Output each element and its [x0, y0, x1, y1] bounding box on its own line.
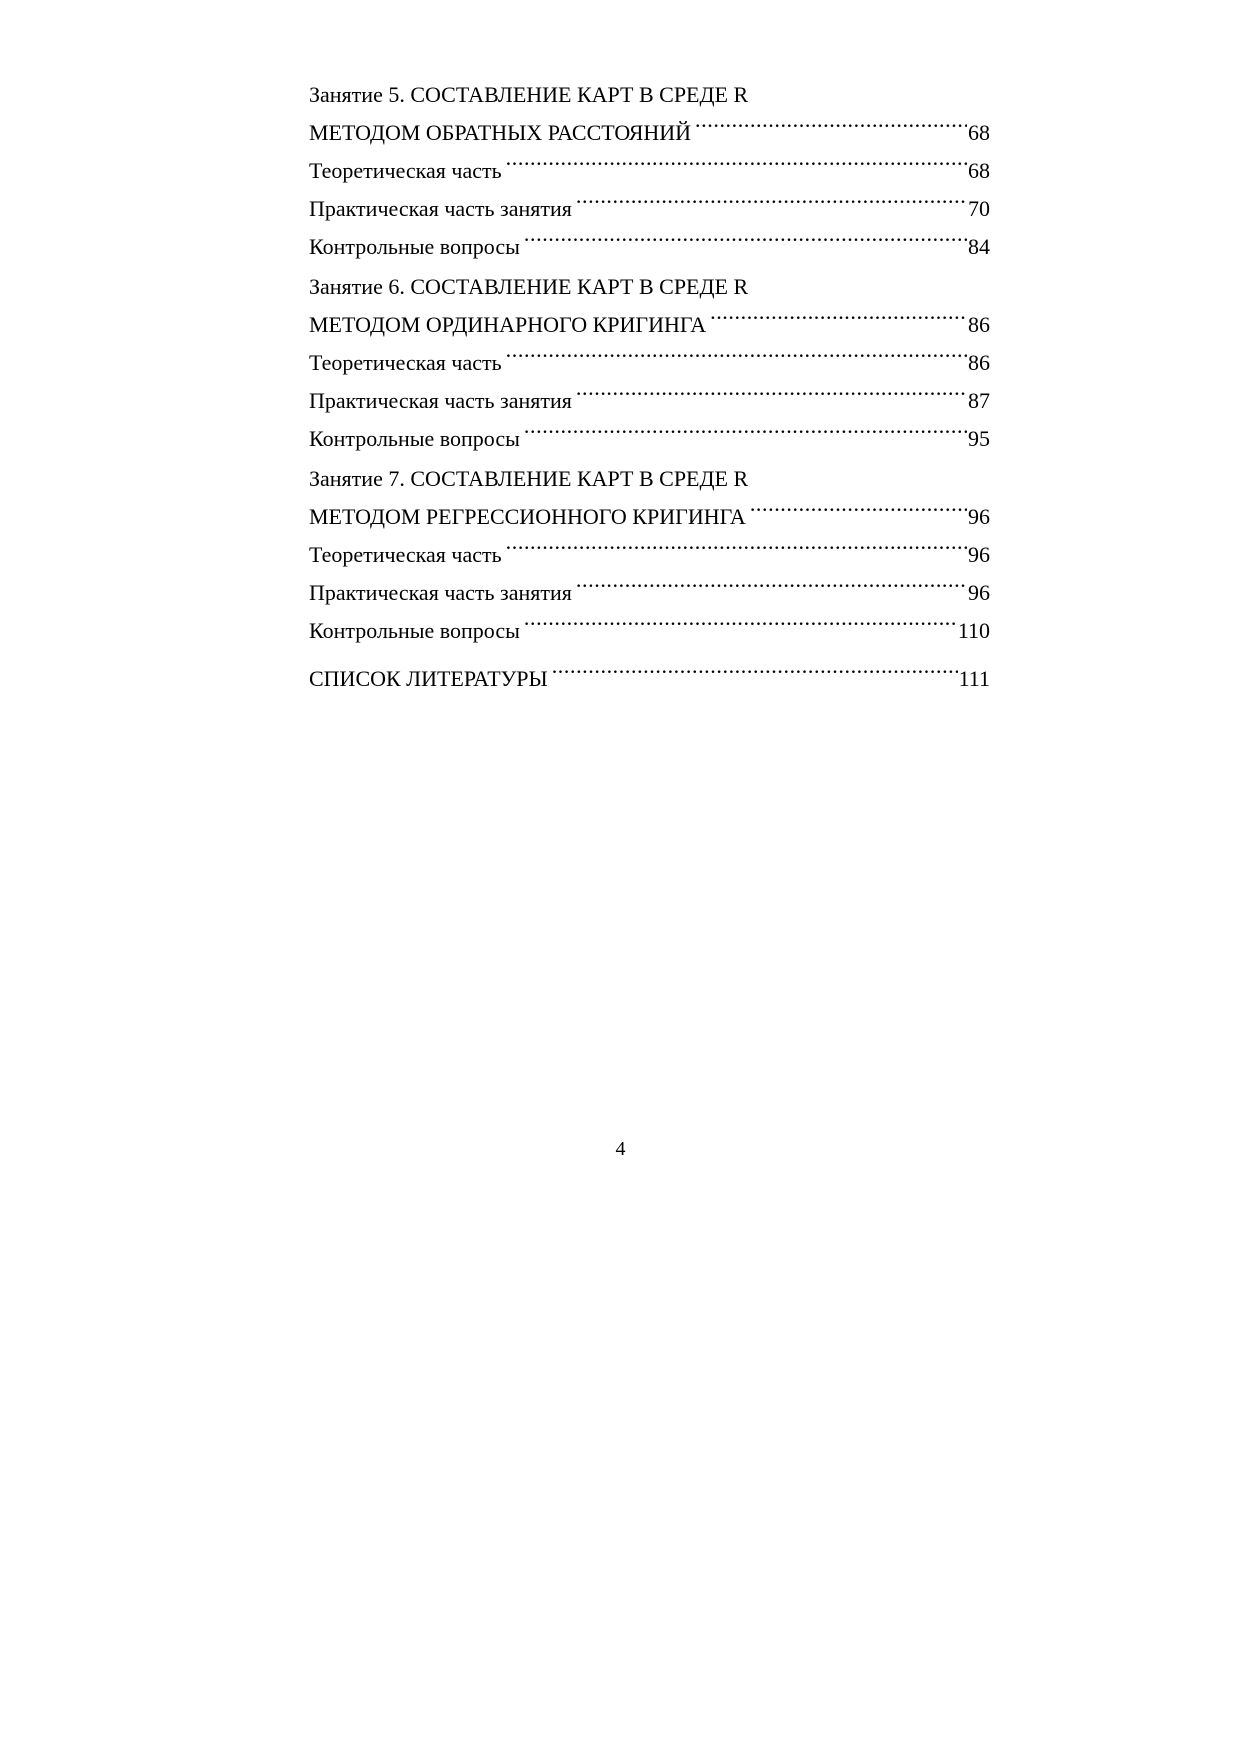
toc-page-number: 70 [968, 196, 990, 221]
dot-leader [576, 570, 967, 600]
page-footer-number: 4 [615, 1138, 626, 1160]
toc-heading-line: Занятие 5. СОСТАВЛЕНИЕ КАРТ В СРЕДЕ R [309, 82, 749, 107]
dot-leader [506, 148, 967, 178]
toc-page-number: 95 [968, 426, 990, 451]
dot-leader [506, 340, 967, 370]
dot-leader [506, 532, 967, 562]
toc-section-lesson-5 [309, 80, 990, 259]
dot-leader [524, 608, 957, 638]
toc-section-lesson-7 [309, 464, 990, 643]
toc-entry-label: МЕТОДОМ ОБРАТНЫХ РАССТОЯНИЙ [309, 120, 692, 145]
toc-entry[interactable] [309, 340, 990, 375]
toc-entry-label: Контрольные вопросы [309, 234, 520, 259]
toc-entry[interactable] [309, 608, 990, 643]
toc-section-lesson-6 [309, 272, 990, 451]
toc-entry-label: МЕТОДОМ ОРДИНАРНОГО КРИГИНГА [309, 312, 707, 337]
toc-entry-label: СПИСОК ЛИТЕРАТУРЫ [309, 666, 548, 691]
toc-page-number: 87 [968, 388, 990, 413]
toc-heading-entry[interactable] [309, 302, 990, 337]
toc-page-number: 86 [968, 312, 990, 337]
dot-leader [695, 110, 967, 140]
toc-page-number: 86 [968, 350, 990, 375]
toc-entry-label: Практическая часть занятия [309, 388, 572, 413]
toc-page-number: 96 [968, 504, 990, 529]
dot-leader [710, 302, 967, 332]
toc-entry-label: Теоретическая часть [309, 158, 502, 183]
toc-entry-label: Практическая часть занятия [309, 196, 572, 221]
toc-entry[interactable] [309, 416, 990, 451]
toc-heading-entry[interactable] [309, 110, 990, 145]
toc-page-number: 84 [968, 234, 990, 259]
toc-page-number: 110 [957, 618, 990, 643]
toc-entry[interactable] [309, 570, 990, 605]
toc-section-references [309, 656, 990, 691]
toc-page-number: 68 [968, 158, 990, 183]
toc-page-number: 111 [958, 666, 990, 691]
toc-entry-label: Теоретическая часть [309, 350, 502, 375]
dot-leader [750, 494, 967, 524]
toc-page-number: 96 [968, 542, 990, 567]
toc-entry[interactable] [309, 148, 990, 183]
toc-page-number: 68 [968, 120, 990, 145]
dot-leader [524, 416, 967, 446]
toc-entry-references[interactable] [309, 656, 990, 691]
toc-entry-label: Контрольные вопросы [309, 618, 520, 643]
toc-heading-entry[interactable] [309, 494, 990, 529]
toc-entry-label: МЕТОДОМ РЕГРЕССИОННОГО КРИГИНГА [309, 504, 746, 529]
dot-leader [576, 186, 967, 216]
toc-entry-label: Теоретическая часть [309, 542, 502, 567]
toc-page-number: 96 [968, 580, 990, 605]
toc-entry-label: Практическая часть занятия [309, 580, 572, 605]
table-of-contents [309, 80, 990, 704]
dot-leader [524, 224, 967, 254]
toc-heading-line: Занятие 6. СОСТАВЛЕНИЕ КАРТ В СРЕДЕ R [309, 274, 749, 299]
toc-entry[interactable] [309, 224, 990, 259]
toc-entry[interactable] [309, 532, 990, 567]
dot-leader [576, 378, 967, 408]
toc-entry-label: Контрольные вопросы [309, 426, 520, 451]
toc-entry[interactable] [309, 378, 990, 413]
toc-heading-line: Занятие 7. СОСТАВЛЕНИЕ КАРТ В СРЕДЕ R [309, 466, 749, 491]
dot-leader [552, 656, 958, 686]
toc-entry[interactable] [309, 186, 990, 221]
